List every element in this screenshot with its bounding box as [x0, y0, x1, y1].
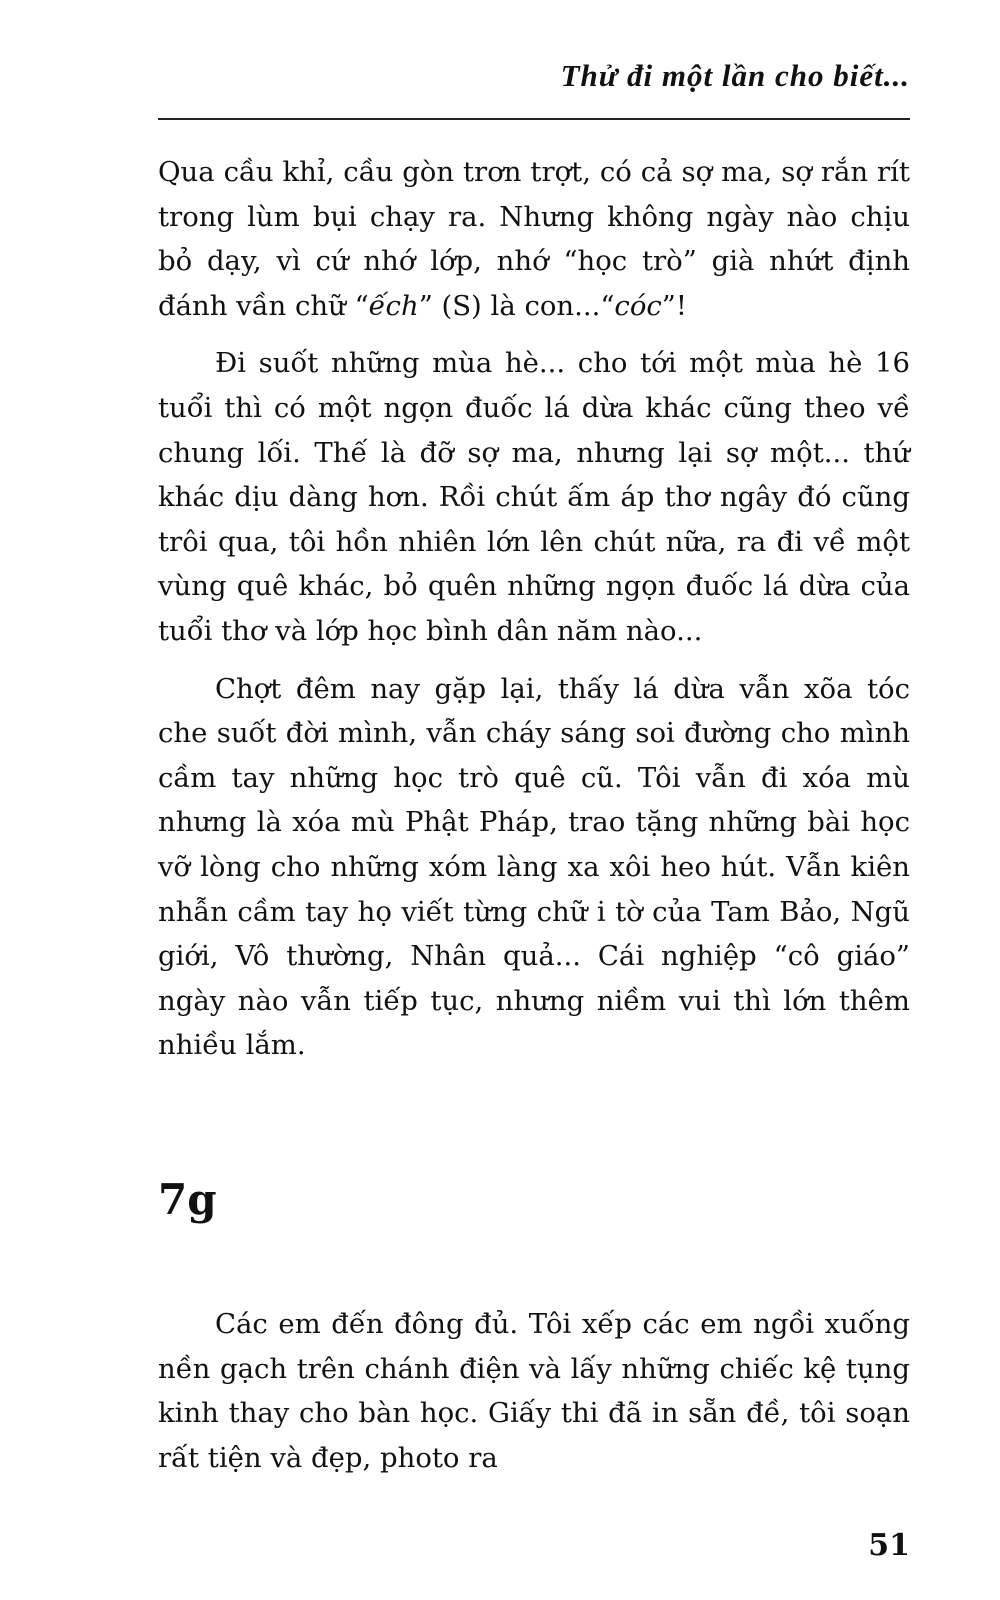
header-rule: [158, 118, 910, 120]
paragraph-1-mid: ” (S) là con...“: [418, 289, 615, 322]
paragraph-1-italic-coc: cóc: [614, 289, 662, 322]
section-body-text: [158, 1302, 910, 1480]
paragraph-1-text: Qua cầu khỉ, cầu gòn trơn trợt, có cả sợ ma, sợ rắn rít trong lùm bụi chạy ra. Nhưng không ngày nào chịu bỏ dạy, vì cứ nhớ lớp, nhớ “học trò” già nhứt định đánh vần chữ “: [158, 156, 910, 322]
body-text: [158, 150, 910, 1068]
section-paragraph-1: Các em đến đông đủ. Tôi xếp các em ngồi xuống nền gạch trên chánh điện và lấy những chiếc kệ tụng kinh thay cho bàn học. Giấy thi đã in sẵn đề, tôi soạn rất tiện và đẹp, photo ra: [158, 1308, 910, 1474]
page-number: 51: [868, 1528, 910, 1563]
paragraph-3: Chợt đêm nay gặp lại, thấy lá dừa vẫn xõa tóc che suốt đời mình, vẫn cháy sáng soi đường cho mình cầm tay những học trò quê cũ. Tôi vẫn đi xóa mù nhưng là xóa mù Phật Pháp, trao tặng những bài học vỡ lòng cho những xóm làng xa xôi heo hút. Vẫn kiên nhẫn cầm tay họ viết từng chữ i tờ của Tam Bảo, Ngũ giới, Vô thường, Nhân quả... Cái nghiệp “cô giáo” ngày nào vẫn tiếp tục, nhưng niềm vui thì lớn thêm nhiều lắm.: [158, 672, 910, 1062]
paragraph-1-end: ”!: [661, 289, 687, 322]
paragraph-1-italic-ech: ếch: [368, 289, 419, 322]
paragraph-1: [158, 150, 910, 328]
running-header: Thử đi một lần cho biết...: [560, 58, 910, 93]
paragraph-2: Đi suốt những mùa hè... cho tới một mùa hè 16 tuổi thì có một ngọn đuốc lá dừa khác cũng theo về chung lối. Thế là đỡ sợ ma, nhưng lại sợ một... thứ khác dịu dàng hơn. Rồi chút ấm áp thơ ngây đó cũng trôi qua, tôi hồn nhiên lớn lên chút nữa, ra đi về một vùng quê khác, bỏ quên những ngọn đuốc lá dừa của tuổi thơ và lớp học bình dân năm nào...: [158, 347, 910, 647]
section-heading: 7g: [158, 1175, 217, 1224]
